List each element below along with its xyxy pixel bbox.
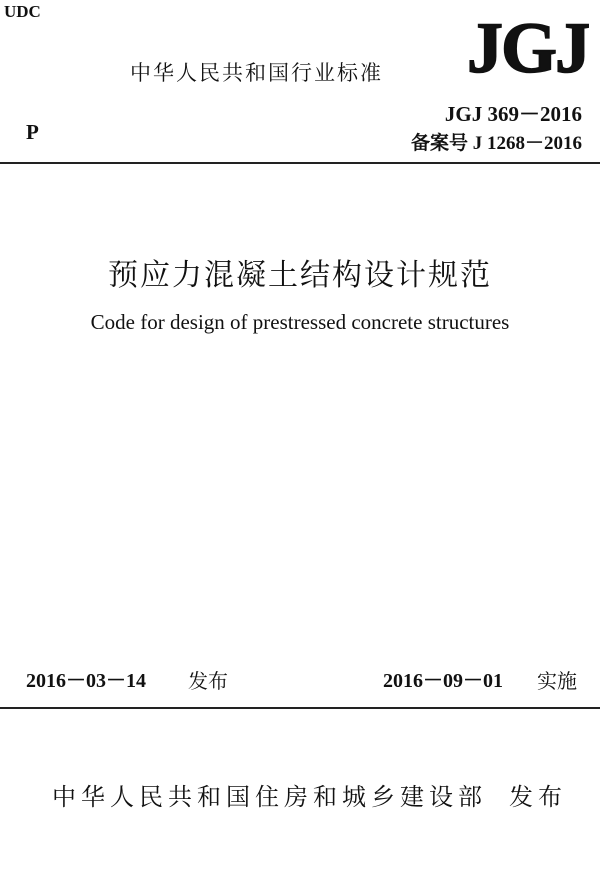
record-number (411, 128, 582, 155)
jgj-logo-text: JGJ (467, 10, 589, 84)
standard-number: JGJ 369－2016 (444, 102, 582, 126)
title-chinese: 预应力混凝土结构设计规范 (108, 258, 492, 293)
issue-label: 发布 (188, 669, 228, 693)
publisher-name: 中华人民共和国住房和城乡建设部 (52, 783, 487, 811)
jgj-logo (467, 10, 589, 84)
footer-divider (0, 707, 600, 709)
issue-date: 2016－03－14 (26, 670, 146, 692)
implementation-date: 2016－09－01 (383, 670, 503, 692)
title-english: Code for design of prestressed concrete structures (90, 310, 510, 334)
udc-label: UDC (4, 2, 41, 21)
header-divider (0, 162, 600, 164)
category-letter: P (26, 120, 39, 144)
industry-standard-heading: 中华人民共和国行业标准 (130, 61, 383, 85)
record-number-label: 备案号 (410, 132, 468, 154)
publish-label: 发布 (509, 783, 567, 811)
record-number-value: J 1268－2016 (472, 133, 582, 154)
implementation-label: 实施 (537, 669, 577, 693)
